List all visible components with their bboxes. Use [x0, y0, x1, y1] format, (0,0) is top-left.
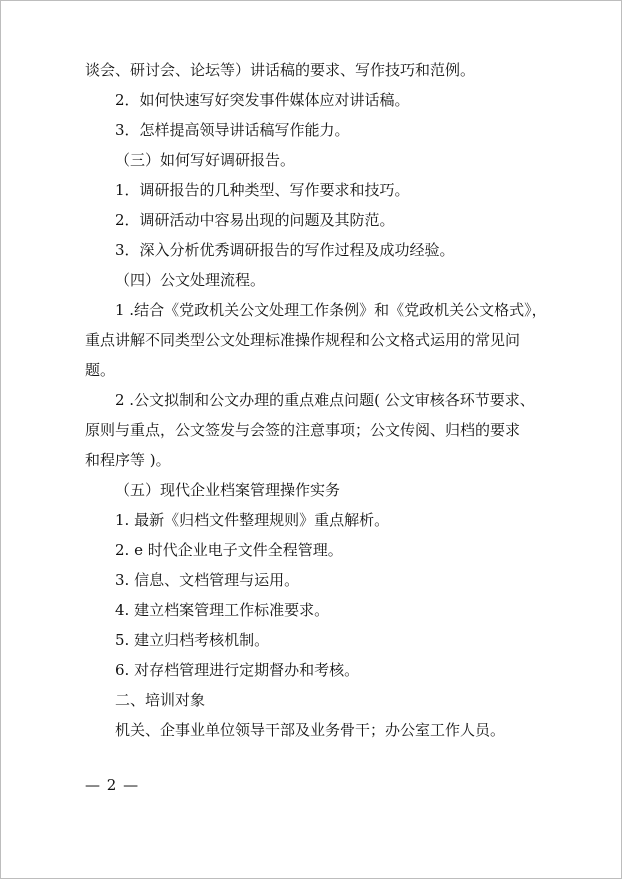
text-line-11: 题。: [85, 361, 116, 379]
text-line-7: 3．深入分析优秀调研报告的写作过程及成功经验。: [115, 241, 455, 259]
text-line-13: 原则与重点，公文签发与会签的注意事项；公文传阅、归档的要求: [85, 421, 521, 439]
text-line-1: 谈会、研讨会、论坛等）讲话稿的要求、写作技巧和范例。: [85, 61, 476, 79]
text-line-3: 3．怎样提高领导讲话稿写作能力。: [115, 121, 350, 139]
text-line-10: 重点讲解不同类型公文处理标准操作规程和公文格式运用的常见问: [85, 331, 521, 349]
text-line-16: 1. 最新《归档文件整理规则》重点解析。: [115, 511, 390, 529]
text-line-23: 机关、企事业单位领导干部及业务骨干；办公室工作人员。: [115, 721, 506, 739]
text-line-19: 4. 建立档案管理工作标准要求。: [115, 601, 330, 619]
section-heading-5: （五）现代企业档案管理操作实务: [115, 481, 341, 499]
section-heading-3: （三）如何写好调研报告。: [115, 151, 296, 169]
text-line-12: 2 .公文拟制和公文办理的重点难点问题( 公文审核各环节要求、: [115, 391, 535, 409]
text-line-17: 2. e 时代企业电子文件全程管理。: [115, 541, 343, 559]
text-line-6: 2．调研活动中容易出现的问题及其防范。: [115, 211, 395, 229]
document-body: [85, 55, 545, 745]
text-line-21: 6. 对存档管理进行定期督办和考核。: [115, 661, 360, 679]
section-heading-training-target: 二、培训对象: [115, 691, 206, 709]
text-line-2: 2．如何快速写好突发事件媒体应对讲话稿。: [115, 91, 410, 109]
text-line-18: 3. 信息、文档管理与运用。: [115, 571, 300, 589]
text-line-14: 和程序等 )。: [85, 451, 171, 469]
page-number: — 2 —: [85, 776, 140, 794]
text-line-9: 1 .结合《党政机关公文处理工作条例》和《党政机关公文格式》，: [115, 301, 547, 319]
text-line-5: 1．调研报告的几种类型、写作要求和技巧。: [115, 181, 410, 199]
section-heading-4: （四）公文处理流程。: [115, 271, 266, 289]
text-line-20: 5. 建立归档考核机制。: [115, 631, 270, 649]
